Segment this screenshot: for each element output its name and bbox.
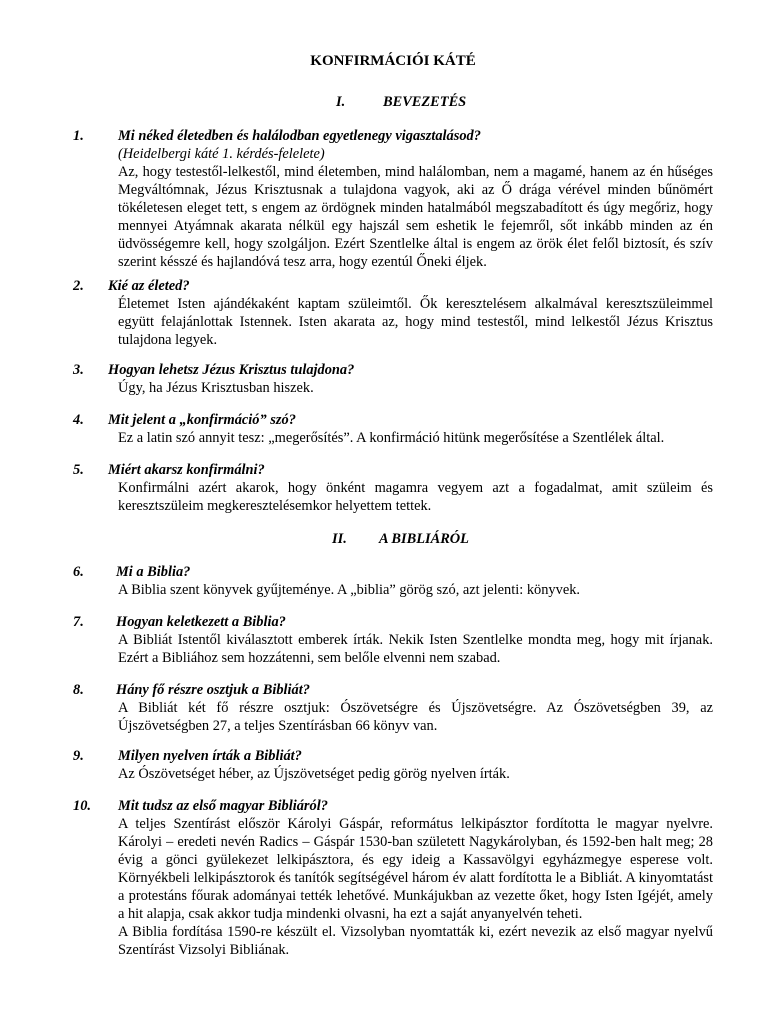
question-number: 6. [73,564,84,580]
answer-text [118,815,713,959]
question-text: Mit tudsz az első magyar Bibliáról? [118,798,328,814]
section-numeral: II. [332,531,347,547]
question-number: 10. [73,798,91,814]
answer-text [118,379,713,397]
section-name: BEVEZETÉS [383,94,467,110]
answer-text [118,631,713,667]
section-name: A BIBLIÁRÓL [379,531,469,547]
answer-text [118,699,713,735]
answer-paragraph: Az, hogy testestől-lelkestől, mind életemben, mind halálomban, nem a magamé, hanem az én hűséges Megváltómnak, Jézus Krisztusnak a tulajdona vagyok, aki az Ő drága vérével minden bűnömért tökéletesen eleget tett, s engem az ördögnek minden hatalmából megszabadított és úgy megőriz, hogy mennyei Atyámnak akarata nélkül egy hajszál sem eshetik le fejemről, sőt inkább minden az én üdvösségemre kell, hogy szolgáljon. Ezért Szentlelke által is engem az örök élet felől biztosít, és szív szerint késszé és hajlandóvá tesz arra, hogy ezentúl Őneki éljek. [118,164,713,270]
answer-paragraph: Az Ószövetséget héber, az Újszövetséget pedig görög nyelven írták. [118,766,510,782]
answer-paragraph: A teljes Szentírást először Károlyi Gáspár, református lelkipásztor fordította le magyar nyelvre. Károlyi – eredeti nevén Radics – Gáspár 1530-ban született Nagykárolyban, és 1592-ben halt meg; 28 évig a gönci gyülekezet lelkipásztora, és egy ideig a Kassavölgyi egyházmegye esperese volt. Környékbeli lelkipásztorok és tanítók segítségével három év alatt fordította le a Bibliát. A kinyomtatást a protestáns főurak adományai tették lehetővé. Munkájukban az vezette őket, hogy Isten Igéjét, amely a hit alapja, csak akkor tudja mindenki olvasni, ha ezt a saját anyanyelvén teheti. [118,816,713,922]
question-text: Mit jelent a „konfirmáció” szó? [108,412,296,428]
question-number: 8. [73,682,84,698]
answer-paragraph: A Biblia fordítása 1590-re készült el. Vizsolyban nyomtatták ki, ezért nevezik az első magyar nyelvű Szentírást Vizsolyi Bibliának. [118,924,713,958]
question-number: 2. [73,278,84,294]
question-text: Hány fő részre osztjuk a Bibliát? [116,682,310,698]
answer-text [118,429,713,447]
answer-text [118,145,713,271]
answer-text [118,581,713,599]
question-text: Mi néked életedben és halálodban egyetlenegy vigasztalásod? [118,128,481,144]
answer-paragraph: Úgy, ha Jézus Krisztusban hiszek. [118,380,314,396]
question-text: Miért akarsz konfirmálni? [108,462,265,478]
question-number: 4. [73,412,84,428]
question-text: Milyen nyelven írták a Bibliát? [118,748,302,764]
question-text: Mi a Biblia? [116,564,191,580]
question-text: Hogyan lehetsz Jézus Krisztus tulajdona? [108,362,355,378]
question-number: 1. [73,128,84,144]
document-title: KONFIRMÁCIÓI KÁTÉ [310,53,476,69]
question-number: 3. [73,362,84,378]
answer-text [118,479,713,515]
question-number: 9. [73,748,84,764]
source-note: (Heidelbergi káté 1. kérdés-felelete) [118,146,325,162]
answer-paragraph: Ez a latin szó annyit tesz: „megerősítés”. A konfirmáció hitünk megerősítése a Szentlélek által. [118,430,665,446]
answer-paragraph: Konfirmálni azért akarok, hogy önként magamra vegyem azt a fogadalmat, amit szüleim és keresztszüleim megkeresztelésemkor helyettem tettek. [118,480,713,514]
answer-paragraph: Életemet Isten ajándékaként kaptam szüleimtől. Ők keresztelésem alkalmával keresztszüleimmel együtt felajánlottak Istennek. Isten akarata az, hogy mind testestől, mind lelkestől Jézus Krisztus tulajdona legyek. [118,296,713,348]
question-text: Kié az életed? [108,278,190,294]
answer-paragraph: A Bibliát Istentől kiválasztott emberek írták. Nekik Isten Szentlelke mondta meg, hogy mit írjanak. Ezért a Bibliához sem hozzátenni, sem belőle elvenni nem szabad. [118,632,713,666]
answer-text [118,765,713,783]
question-number: 5. [73,462,84,478]
answer-text [118,295,713,349]
question-number: 7. [73,614,84,630]
question-text: Hogyan keletkezett a Biblia? [116,614,286,630]
answer-paragraph: A Bibliát két fő részre osztjuk: Ószövetségre és Újszövetségre. Az Ószövetségben 39, az Újszövetségben 27, a teljes Szentírásban 66 könyv van. [118,700,713,734]
answer-paragraph: A Biblia szent könyvek gyűjteménye. A „biblia” görög szó, azt jelenti: könyvek. [118,582,580,598]
section-numeral: I. [336,94,346,110]
